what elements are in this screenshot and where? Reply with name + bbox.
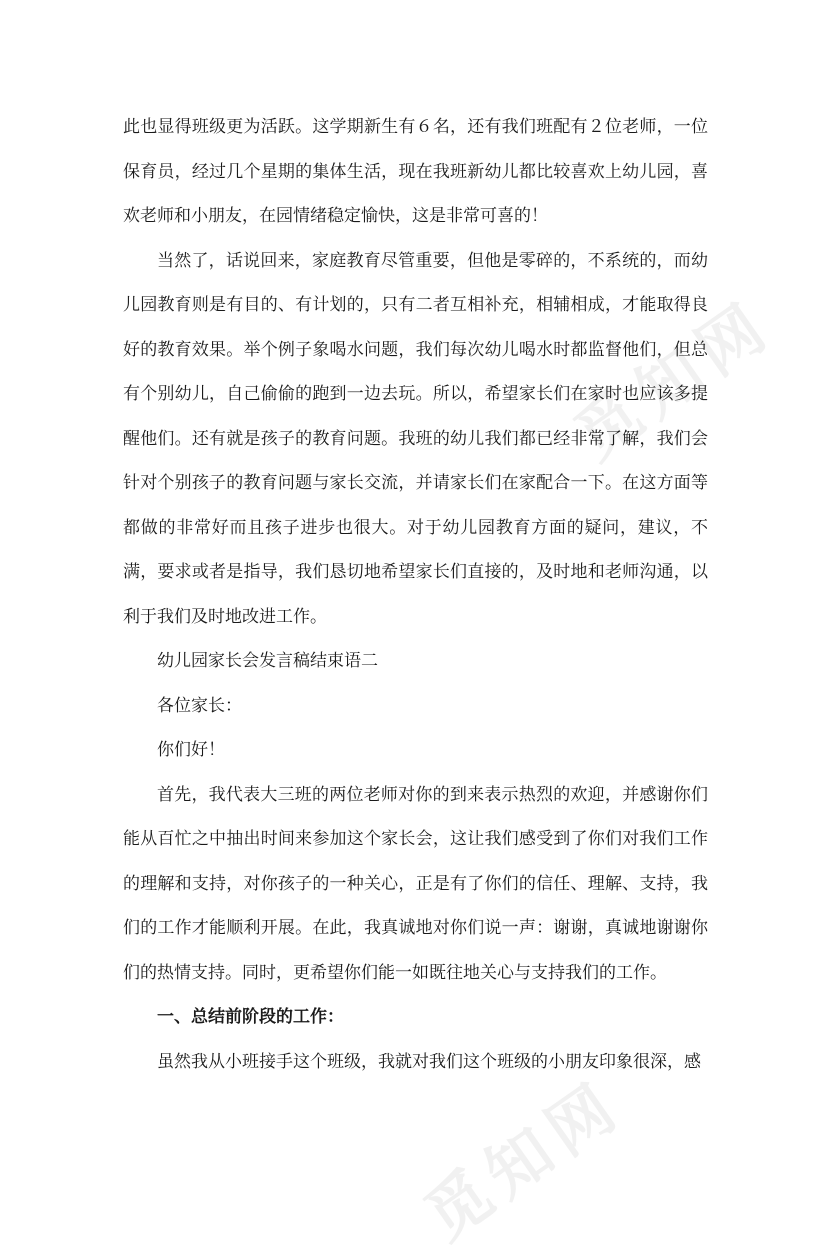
paragraph-summary-start: 虽然我从小班接手这个班级，我就对我们这个班级的小朋友印象很深，感 — [157, 1051, 701, 1072]
heading-summary: 一、总结前阶段的工作： — [157, 1007, 344, 1027]
salutation: 各位家长： — [157, 695, 242, 716]
watermark: 觅知网 — [562, 286, 787, 475]
watermark: 觅知网 — [412, 1066, 637, 1255]
paragraph-continuation: 此也显得班级更为活跃。这学期新生有６名，还有我们班配有２位老师，一位保育员，经过几个星期的集体生活，现在我班新幼儿都比较喜欢上幼儿园，喜欢老师和小朋友，在园情绪稳定愉快，这是非常可喜的！ — [123, 117, 708, 226]
section-title: 幼儿园家长会发言稿结束语二 — [157, 651, 378, 671]
paragraph-family-education: 当然了，话说回来，家庭教育尽管重要，但他是零碎的，不系统的，而幼儿园教育则是有目的、有计划的，只有二者互相补充，相辅相成，才能取得良好的教育效果。举个例子象喝水问题，我们每次幼儿喝水时都监督他们，但总有个别幼儿，自己偷偷的跑到一边去玩。所以，希望家长们在家时也应该多提醒他们。还有就是孩子的教育问题。我班的幼儿我们都已经非常了解，我们会针对个别孩子的教育问题与家长交流，并请家长们在家配合一下。在这方面等都做的非常好而且孩子进步也很大。对于幼儿园教育方面的疑问，建议，不满，要求或者是指导，我们恳切地希望家长们直接的，及时地和老师沟通，以利于我们及时地改进工作。 — [123, 250, 708, 627]
document-body — [123, 105, 708, 1084]
greeting: 你们好！ — [157, 740, 225, 760]
paragraph-welcome: 首先，我代表大三班的两位老师对你的到来表示热烈的欢迎，并感谢你们能从百忙之中抽出时间来参加这个家长会，这让我们感受到了你们对我们工作的理解和支持，对你孩子的一种关心，正是有了你们的信任、理解、支持，我们的工作才能顺利开展。在此，我真诚地对你们说一声：谢谢，真诚地谢谢你们的热情支持。同时，更希望你们能一如既往地关心与支持我们的工作。 — [123, 784, 708, 983]
